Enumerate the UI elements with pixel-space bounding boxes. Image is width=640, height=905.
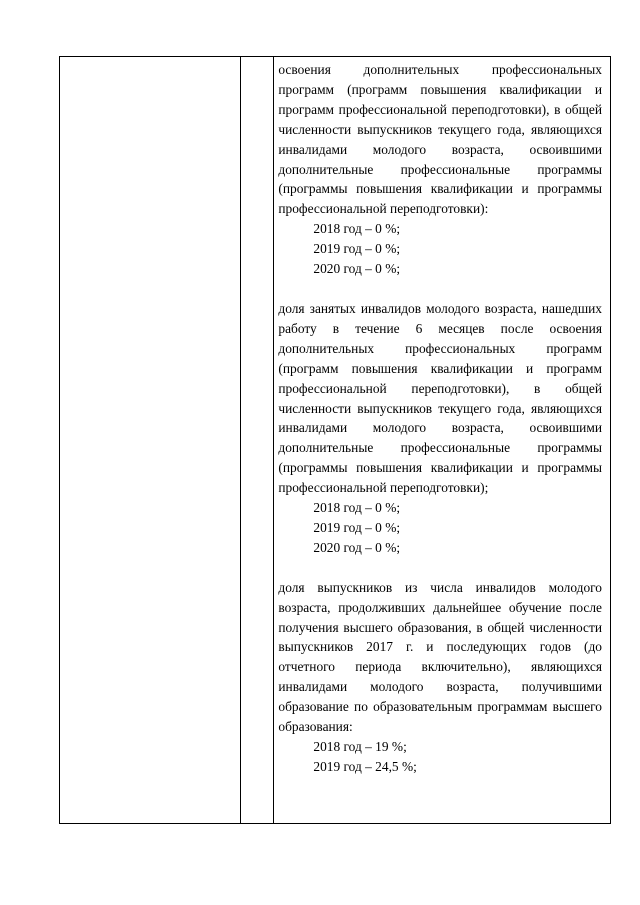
paragraph-spacer [278, 279, 602, 299]
document-table [59, 56, 611, 824]
year-value-line: 2020 год – 0 %; [313, 539, 401, 555]
indicator-block-3 [278, 578, 602, 777]
table-row [60, 57, 611, 824]
paragraph-spacer [278, 558, 602, 578]
table-cell-empty-2 [241, 57, 274, 824]
year-value-line: 2018 год – 0 %; [313, 221, 401, 237]
year-value-line: 2020 год – 0 %; [313, 261, 401, 277]
indicator-paragraph: освоения дополнительных профессиональных программ (программ повышения квалификации и программ профессиональной переподготовки), в общей численности выпускников текущего года, являющихся инвалидами молодого возраста, освоившими дополнительные профессиональные программы (программы повышения квалификации и программы профессиональной переподготовки): [278, 62, 602, 217]
year-value-line: 2019 год – 0 %; [313, 519, 401, 535]
year-value-line: 2019 год – 24,5 %; [313, 758, 417, 774]
indicator-block-2 [278, 299, 602, 558]
year-value-line: 2019 год – 0 %; [313, 241, 401, 257]
year-value-line: 2018 год – 19 %; [313, 739, 407, 754]
indicator-paragraph: доля занятых инвалидов молодого возраста, нашедших работу в течение 6 месяцев после освоения дополнительных профессиональных программ (программ повышения квалификации и программ профессиональной переподготовки), в общей численности выпускников текущего года, являющихся инвалидами молодого возраста, освоившими дополнительные профессиональные программы (программы повышения квалификации и программы профессиональной переподготовки); [278, 300, 602, 496]
indicator-paragraph: доля выпускников из числа инвалидов молодого возраста, продолживших дальнейшее обучение после получения высшего образования, в общей численности выпускников 2017 г. и последующих годов (до отчетного периода включительно), являющихся инвалидами молодого возраста, получившими образование по образовательным программам высшего образования: [278, 579, 602, 735]
table-cell-empty-1 [60, 57, 241, 824]
table-cell-content [274, 57, 611, 824]
indicator-block-1 [278, 60, 602, 279]
indicator-text [274, 57, 610, 777]
year-value-line: 2018 год – 0 %; [313, 500, 401, 516]
